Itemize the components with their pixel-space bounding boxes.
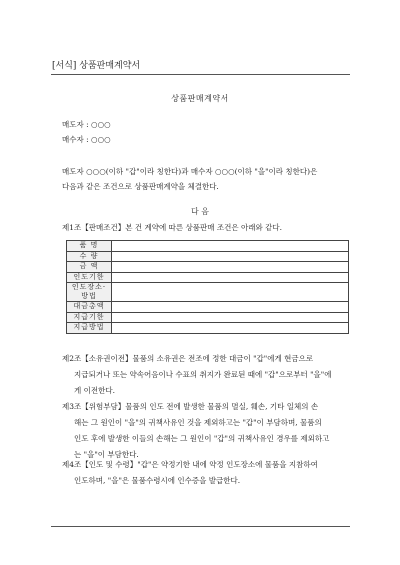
clause-4 (62, 457, 354, 489)
row-label: 대금총액 (67, 302, 112, 313)
intro-line: 매도자 ○○○(이하 "갑"이라 칭한다)과 매수자 ○○○(이하 "을"이라 칭한다)은 (62, 167, 318, 176)
row-value[interactable] (112, 262, 349, 273)
top-rule (51, 74, 350, 75)
row-value[interactable] (112, 241, 349, 252)
row-label: 품 명 (67, 241, 112, 252)
table-row (67, 262, 349, 273)
table-row (67, 312, 349, 323)
clause-line: 인도 후에 발생한 이들의 손해는 그 원인이 "갑"의 귀책사유인 경우를 제외하고 (74, 434, 330, 443)
document-title: 상품판매계약서 (171, 94, 229, 103)
clause-line: 제3조【위험부담】물품의 인도 전에 발생한 물품의 멸실, 훼손, 기타 일체의 손 (62, 402, 319, 411)
section-heading: 다 음 (191, 207, 209, 216)
table-row (67, 241, 349, 252)
table-row (67, 251, 349, 262)
clause-line: 게 이전한다. (74, 386, 115, 395)
table-row (67, 323, 349, 334)
clause-line: 해는 그 원인이 "을"의 귀책사유인 것을 제외하고는 "갑"이 부담하며, 물품의 (74, 418, 322, 427)
row-value[interactable] (112, 283, 349, 302)
terms-table (66, 240, 349, 334)
buyer-line: 매수자 : ○○○ (62, 135, 111, 144)
table-row (67, 302, 349, 313)
clause-line: 인도하며, "을"은 물품수령시에 인수증을 발급한다. (74, 476, 241, 485)
clause-line: 는 "을"이 부담한다. (74, 450, 139, 459)
intro-paragraph (62, 164, 352, 194)
clause-2 (62, 351, 354, 399)
clause-line: 제2조【소유권이전】물품의 소유권은 전조에 정한 대금이 "갑"에게 현금으로 (62, 354, 314, 363)
form-label: [서식] 상품판매계약서 (52, 61, 141, 71)
clause-line: 제4조【인도 및 수령】"갑"은 약정기한 내에 약정 인도장소에 물품을 지참하여 (62, 460, 318, 469)
row-value[interactable] (112, 251, 349, 262)
row-value[interactable] (112, 302, 349, 313)
row-value[interactable] (112, 323, 349, 334)
row-label: 금 액 (67, 262, 112, 273)
seller-line: 매도자 : ○○○ (62, 120, 111, 129)
row-label: 인도기한 (67, 272, 112, 283)
clause-3 (62, 399, 354, 463)
table-row (67, 272, 349, 283)
intro-line: 다음과 같은 조건으로 상품판매계약을 체결한다. (62, 182, 219, 191)
row-label: 수 량 (67, 251, 112, 262)
bottom-rule (51, 526, 350, 527)
row-label: 인도장소·방법 (67, 283, 112, 302)
clause-1: 제1조【판매조건】본 건 계약에 따른 상품판매 조건은 아래와 같다. (62, 223, 282, 232)
row-value[interactable] (112, 272, 349, 283)
row-label: 지급기한 (67, 312, 112, 323)
clause-line: 지급되거나 또는 약속어음이나 수표의 취지가 완료된 때에 "갑"으로부터 "을"에 (74, 370, 332, 379)
row-label: 지급방법 (67, 323, 112, 334)
table-row (67, 283, 349, 302)
row-value[interactable] (112, 312, 349, 323)
